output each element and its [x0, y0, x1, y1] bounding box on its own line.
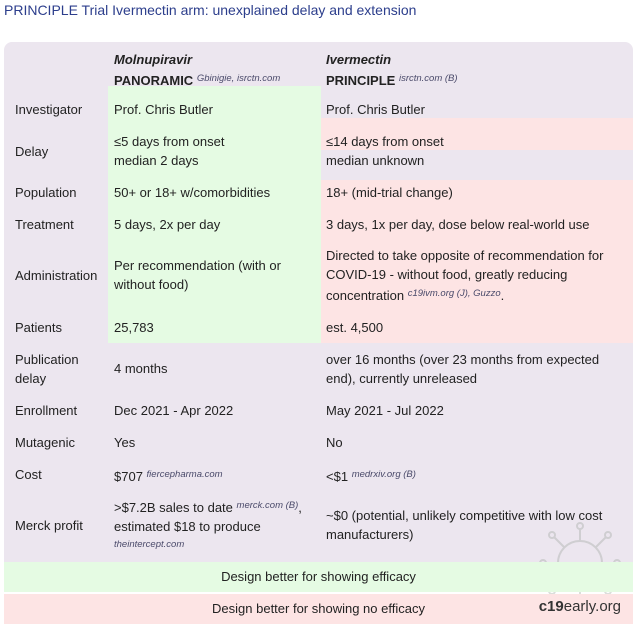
cell-b-enrollment: May 2021 - Jul 2022	[326, 403, 444, 418]
header-b-trial: PRINCIPLE	[326, 73, 396, 88]
cell-b-delay: ≤14 days from onset median unknown	[326, 134, 444, 168]
ref-merck: merck.com (B)	[236, 500, 299, 511]
cell-a-delay: ≤5 days from onset median 2 days	[114, 134, 225, 168]
page-title: PRINCIPLE Trial Ivermectin arm: unexplained delay and extension	[4, 2, 417, 18]
cell-b-population: 18+ (mid-trial change)	[326, 185, 453, 200]
ref-theintercept: theintercept.com	[114, 539, 185, 550]
row-label-merck-profit: Merck profit	[15, 518, 83, 533]
row-label-publication-delay: Publication delay	[15, 352, 79, 386]
cell-b-patients: est. 4,500	[326, 320, 384, 335]
header-a-drug: Molnupiravir	[114, 52, 193, 67]
header-a-ref: Gbinigie, isrctn.com	[196, 73, 281, 84]
cell-a-mutagenic: Yes	[114, 435, 136, 450]
ref-fiercepharma: fiercepharma.com	[146, 469, 223, 480]
row-label-investigator: Investigator	[15, 102, 83, 117]
row-label-treatment: Treatment	[15, 217, 74, 232]
header-b	[326, 50, 458, 90]
cell-b-investigator: Prof. Chris Butler	[326, 102, 425, 117]
cell-a-administration: Per recommendation (with or without food)	[114, 258, 281, 292]
row-label-mutagenic: Mutagenic	[15, 435, 75, 450]
ref-medrxiv: medrxiv.org (B)	[351, 469, 416, 480]
header-b-drug: Ivermectin	[326, 52, 392, 67]
site-logo: c19early.org	[538, 598, 621, 615]
cell-a-treatment: 5 days, 2x per day	[114, 217, 221, 232]
cell-a-investigator: Prof. Chris Butler	[114, 102, 213, 117]
cell-b-mutagenic: No	[326, 435, 343, 450]
cell-b-cost: <$1 $^{medrxiv.org (B)}$	[326, 469, 416, 484]
cell-a-cost: $707 $^{fiercepharma.com}$	[114, 469, 223, 484]
comparison-table	[4, 42, 633, 562]
row-label-administration: Administration	[15, 268, 98, 283]
cell-b-merck-profit: ~$0 (potential, unlikely competitive with low cost manufacturers)	[326, 508, 603, 542]
row-label-cost: Cost	[15, 467, 42, 482]
header-b-ref: isrctn.com (B)	[398, 73, 458, 84]
cell-a-patients: 25,783	[114, 320, 154, 335]
header-a-trial: PANORAMIC	[114, 73, 194, 88]
ref-c19ivm: c19ivm.org (J), Guzzo	[407, 288, 501, 299]
header-a	[114, 50, 280, 90]
legend-red: Design better for showing no efficacy	[4, 594, 633, 624]
cell-b-treatment: 3 days, 1x per day, dose below real-world use	[326, 217, 590, 232]
row-label-enrollment: Enrollment	[15, 403, 78, 418]
cell-b-publication-delay: over 16 months (over 23 months from expected end), currently unreleased	[326, 352, 600, 386]
cell-a-publication-delay: 4 months	[114, 361, 168, 376]
row-label-patients: Patients	[15, 320, 62, 335]
cell-a-population: 50+ or 18+ w/comorbidities	[114, 185, 271, 200]
row-label-delay: Delay	[15, 144, 49, 159]
cell-b-administration: Directed to take opposite of recommendation for COVID-19 - without food, greatly reducing concentration $^{c19ivm.org (J), Guzzo}$.	[326, 248, 604, 303]
legend-green: Design better for showing efficacy	[4, 562, 633, 592]
row-label-population: Population	[15, 185, 77, 200]
cell-a-merck-profit: >$7.2B sales to date $^{merck.com (B)}$, estimated $18 to produce theintercept.com	[114, 500, 302, 550]
cell-a-enrollment: Dec 2021 - Apr 2022	[114, 403, 234, 418]
